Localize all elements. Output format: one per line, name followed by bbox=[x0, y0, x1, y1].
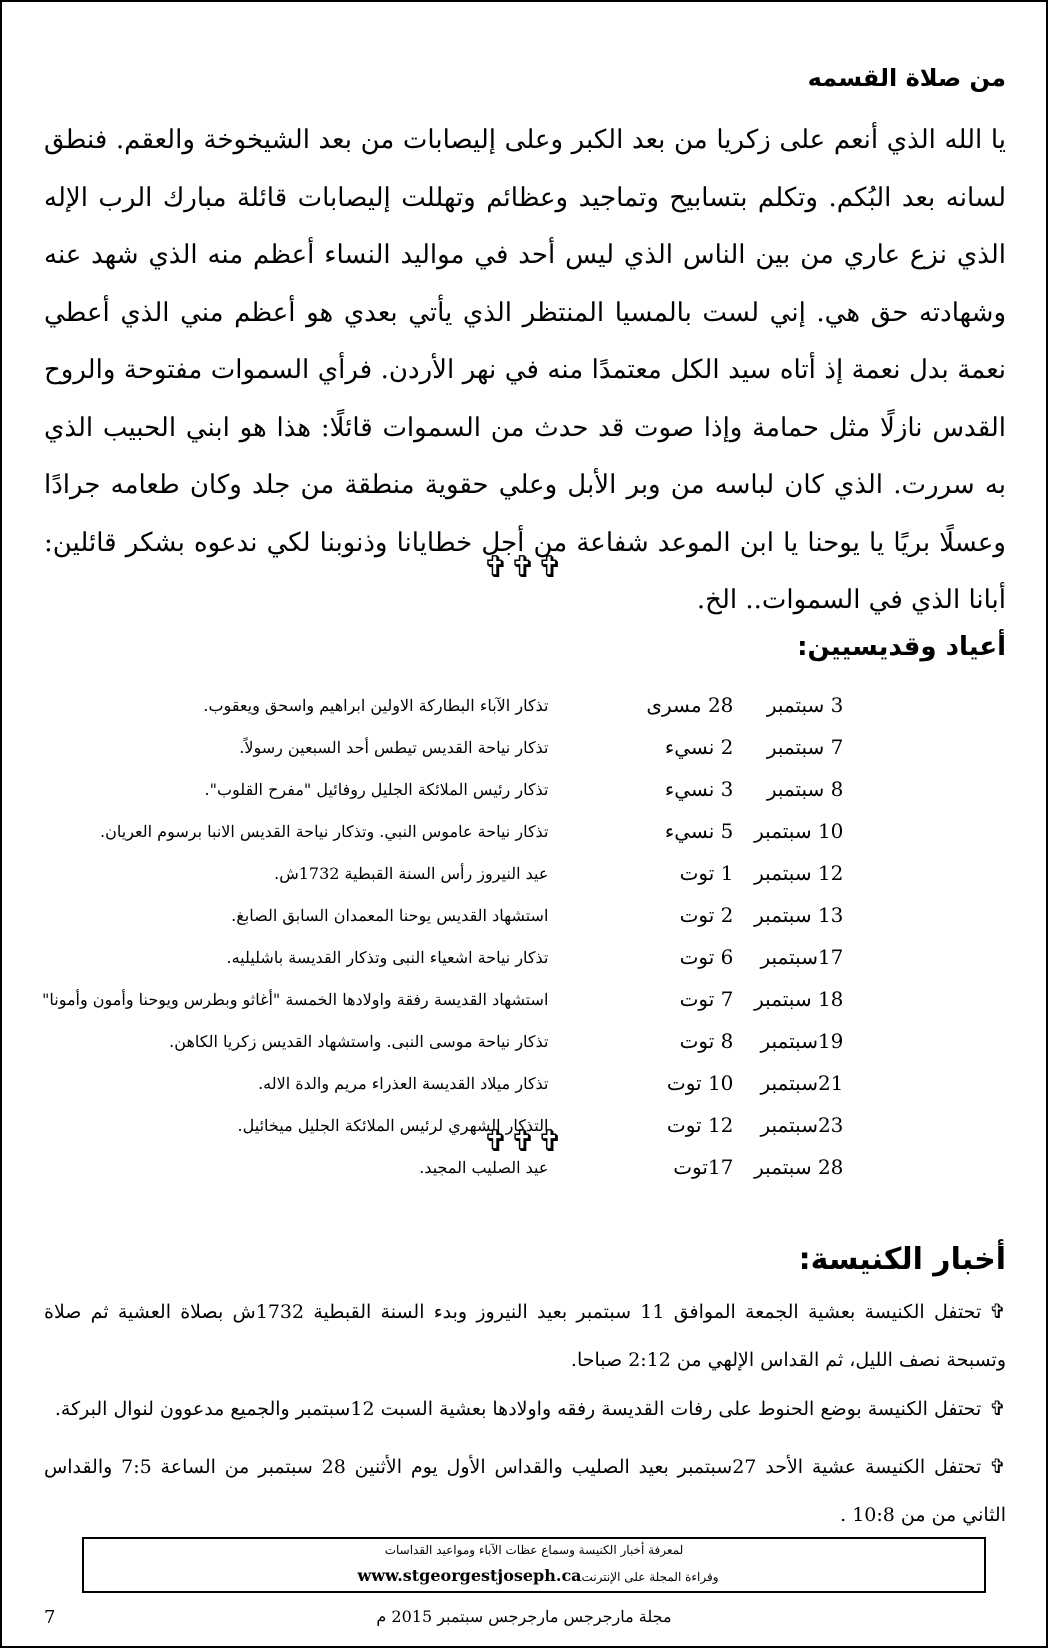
feast-coptic-date: 12 توت bbox=[666, 1113, 734, 1137]
feast-coptic-date: 6 توت bbox=[679, 945, 734, 969]
feast-description: عيد النيروز رأس السنة القبطية 1732ش. bbox=[274, 863, 549, 883]
page-number: 7 bbox=[44, 1607, 56, 1628]
news-item bbox=[44, 1384, 1006, 1433]
website-link[interactable]: www.stgeorgestjoseph.ca bbox=[357, 1566, 582, 1585]
prayer-text: يا الله الذي أنعم على زكريا من بعد الكبر وعلى إليصابات من بعد الشيخوخة والعقم. فنطق لسانه بعد البُكم. وتكلم بتسابيح وتماجيد وعظائم وتهللت إليصابات قائلة مبارك الرب الإله الذي نزع عاري من بين الناس الذي ليس أحد في مواليد النساء أعظم منه الذي شهد عنه وشهادته حق هي. إني لست بالمسيا المنتظر الذي يأتي بعدي هو أعظم مني الذي أعطي نعمة بدل نعمة إذ أتاه سيد الكل معتمدًا منه في نهر الأردن. فرأي السموات مفتوحة والروح القدس نازلًا مثل حمامة وإذا صوت قد حدث من السموات قائلًا: هذا هو ابني الحبيب الذي به سررت. الذي كان لباسه من وبر الأبل وعلي حقوية منطقة من جلد وكان طعامه جرادًا وعسلًا بريًا يا يوحنا يا ابن الموعد شفاعة من أجل خطايانا وذنوبنا لكي ندعوه بشكر قائلين: أبانا الذي في السموات.. الخ. bbox=[44, 125, 1006, 615]
feast-coptic-date: 10 توت bbox=[666, 1071, 734, 1095]
website-box-line1: لمعرفة أخبار الكنيسة وسماع عظات الآباء ومواعيد القداسات bbox=[384, 1543, 684, 1557]
feast-gregorian-date: 13 سبتمبر bbox=[754, 903, 844, 927]
feast-description: تذكار نياحة موسى النبى. واستشهاد القديس زكريا الكاهن. bbox=[169, 1031, 549, 1051]
feast-coptic-date: 3 نسيء bbox=[664, 777, 734, 801]
feast-description: تذكار رئيس الملائكة الجليل روفائيل "مفرح القلوب". bbox=[204, 779, 549, 799]
cross-separator-icon: ✞✞✞ bbox=[483, 1124, 565, 1159]
feast-description: عيد الصليب المجيد. bbox=[419, 1157, 549, 1177]
feast-gregorian-date: 10 سبتمبر bbox=[754, 819, 844, 843]
feast-gregorian-date: 8 سبتمبر bbox=[766, 777, 844, 801]
feast-gregorian-date: 23سبتمبر bbox=[760, 1113, 844, 1137]
feast-row bbox=[42, 684, 843, 726]
cross-separator-icon: ✞✞✞ bbox=[483, 550, 565, 585]
feasts-title: أعياد وقديسيين: bbox=[797, 632, 1006, 662]
feast-coptic-date: 17توت bbox=[673, 1155, 734, 1179]
feast-coptic-date: 5 نسيء bbox=[664, 819, 734, 843]
news-item-text: تحتفل الكنيسة بوضع الحنوط على رفات القديسة رفقه واولادها بعشية السبت 12سبتمبر والجميع مدعوون لنوال البركة. bbox=[54, 1398, 982, 1420]
feast-gregorian-date: 28 سبتمبر bbox=[754, 1155, 844, 1179]
feast-description: تذكار نياحة عاموس النبي. وتذكار نياحة القديس الانبا برسوم العريان. bbox=[100, 821, 549, 841]
feast-description: استشهاد القديسة رفقة واولادها الخمسة "أغاثو وبطرس ويوحنا وأمون وأمونا" bbox=[42, 989, 549, 1009]
news-item bbox=[44, 1442, 1006, 1539]
feast-gregorian-date: 18 سبتمبر bbox=[754, 987, 844, 1011]
website-box bbox=[82, 1537, 986, 1593]
feast-row bbox=[42, 726, 843, 768]
feast-description: تذكار الآباء البطاركة الاولين ابراهيم واسحق ويعقوب. bbox=[203, 695, 549, 715]
news-item bbox=[44, 1287, 1006, 1384]
feast-gregorian-date: 7 سبتمبر bbox=[766, 735, 844, 759]
feast-row bbox=[42, 852, 843, 894]
news-title: أخبار الكنيسة: bbox=[798, 1242, 1006, 1277]
feast-description: التذكار الشهري لرئيس الملائكة الجليل ميخائيل. bbox=[237, 1115, 549, 1135]
cross-bullet-icon: ✞ bbox=[989, 1396, 1006, 1420]
news-item-text: تحتفل الكنيسة بعشية الجمعة الموافق 11 سبتمبر بعيد النيروز وبدء السنة القبطية 1732ش بصلاة العشية ثم صلاة وتسبحة نصف الليل، ثم القداس الإلهي من 2:12 صباحا. bbox=[44, 1301, 1006, 1371]
cross-bullet-icon: ✞ bbox=[989, 1454, 1006, 1478]
feast-row bbox=[42, 1020, 843, 1062]
feast-row bbox=[42, 936, 843, 978]
feast-gregorian-date: 17سبتمبر bbox=[760, 945, 844, 969]
feast-coptic-date: 1 توت bbox=[679, 861, 734, 885]
website-box-label: وقراءة المجلة على الإنترنت bbox=[581, 1570, 719, 1584]
feast-gregorian-date: 3 سبتمبر bbox=[766, 693, 844, 717]
feast-coptic-date: 7 توت bbox=[679, 987, 734, 1011]
feast-coptic-date: 8 توت bbox=[679, 1029, 734, 1053]
feast-row bbox=[42, 894, 843, 936]
feast-gregorian-date: 21سبتمبر bbox=[760, 1071, 844, 1095]
feast-row bbox=[42, 978, 843, 1020]
feast-description: تذكار ميلاد القديسة العذراء مريم والدة الاله. bbox=[258, 1073, 549, 1093]
feast-gregorian-date: 19سبتمبر bbox=[760, 1029, 844, 1053]
feast-description: استشهاد القديس يوحنا المعمدان السابق الصابغ. bbox=[231, 905, 549, 925]
feast-row bbox=[42, 768, 843, 810]
feast-coptic-date: 2 نسيء bbox=[664, 735, 734, 759]
feast-row bbox=[42, 1062, 843, 1104]
feast-row bbox=[42, 810, 843, 852]
prayer-title: من صلاة القسمه bbox=[807, 64, 1006, 92]
feast-description: تذكار نياحة اشعياء النبى وتذكار القديسة باشليليه. bbox=[226, 947, 549, 967]
feast-gregorian-date: 12 سبتمبر bbox=[754, 861, 844, 885]
magazine-footer: مجلة مارجرجس مارجرجس سبتمبر 2015 م bbox=[376, 1607, 672, 1626]
news-item-text: تحتفل الكنيسة عشية الأحد 27سبتمبر بعيد الصليب والقداس الأول يوم الأثنين 28 سبتمبر من الساعة 7:5 والقداس الثاني من من 10:8 . bbox=[44, 1456, 1006, 1526]
feasts-table bbox=[42, 684, 843, 1188]
cross-bullet-icon: ✞ bbox=[989, 1299, 1007, 1323]
feast-coptic-date: 2 توت bbox=[679, 903, 734, 927]
feast-description: تذكار نياحة القديس تيطس أحد السبعين رسولاً. bbox=[239, 737, 549, 757]
website-box-line2 bbox=[84, 1566, 984, 1585]
feast-coptic-date: 28 مسرى bbox=[646, 693, 734, 717]
